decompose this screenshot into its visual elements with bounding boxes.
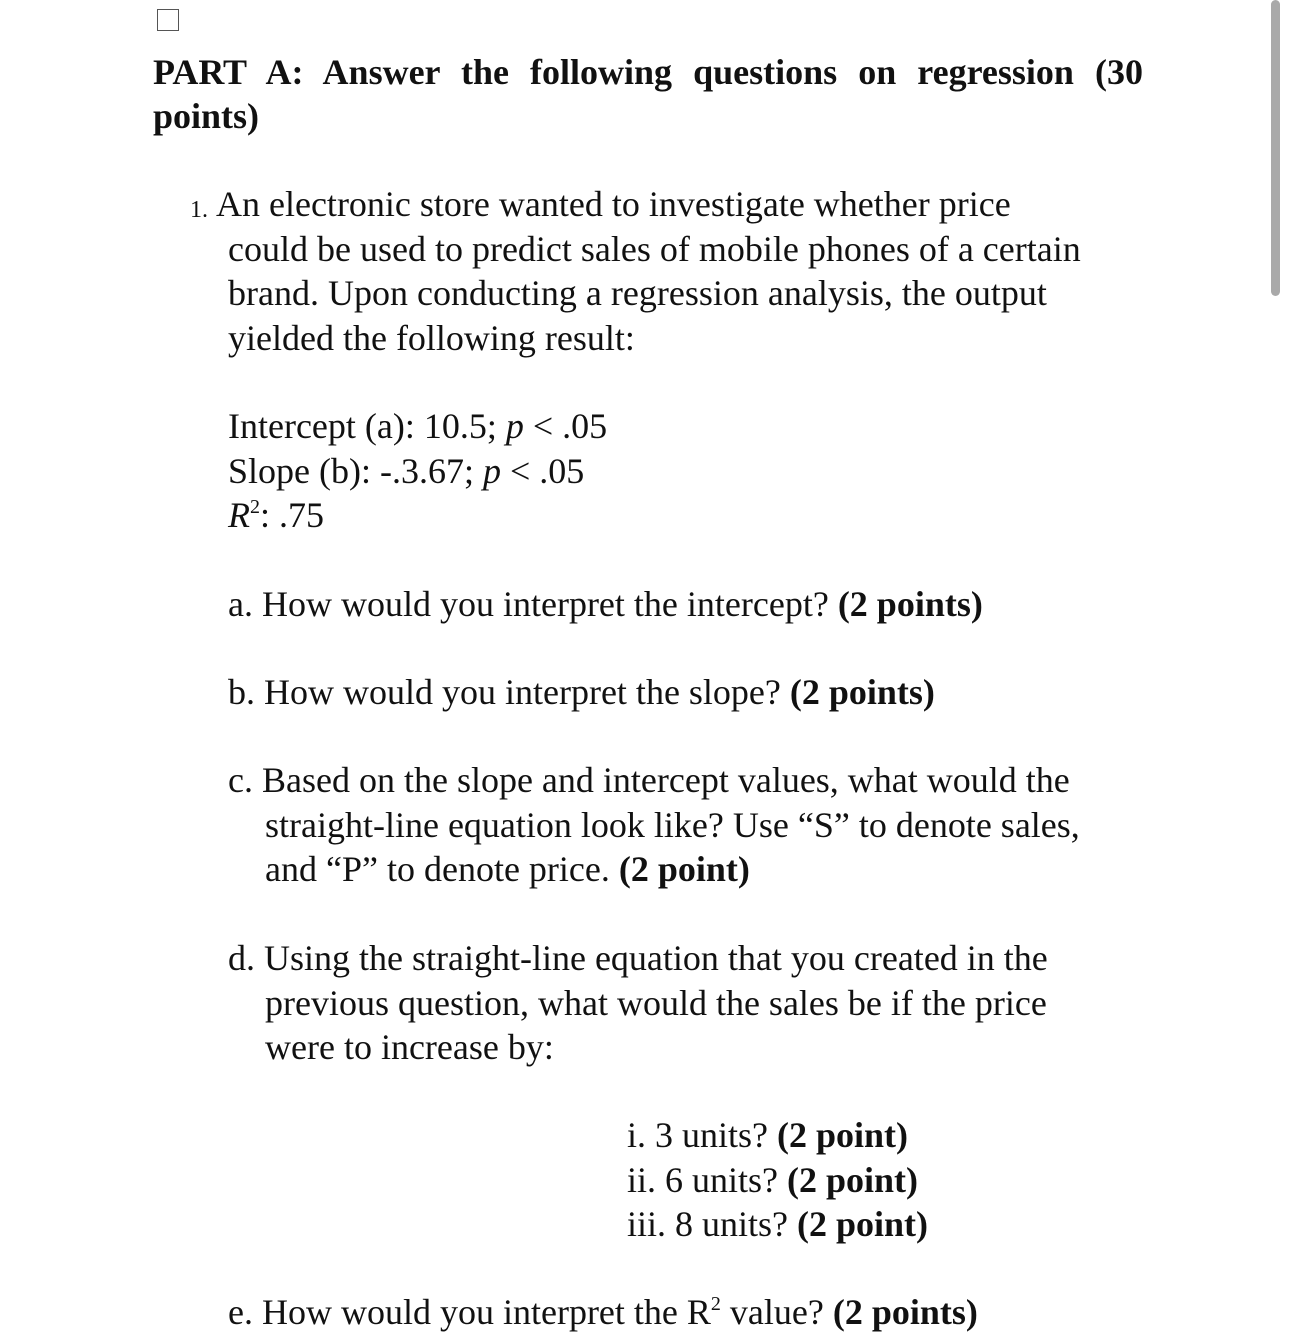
- question-b: b. How would you interpret the slope? (2 points): [228, 672, 935, 712]
- scrollbar[interactable]: [1271, 0, 1280, 296]
- question-d-subitems: [627, 1113, 928, 1247]
- question-c-line-3: and “P” to denote price. (2 point): [265, 849, 750, 889]
- intercept-result: Intercept (a): 10.5; p < .05: [228, 406, 608, 446]
- slope-result: Slope (b): -.3.67; p < .05: [228, 450, 585, 491]
- intro-line-2: could be used to predict sales of mobile phones of a certain: [228, 228, 1081, 269]
- checkbox[interactable]: [157, 9, 179, 31]
- intro-line-3: brand. Upon conducting a regression analysis, the output: [228, 273, 1047, 313]
- question-d-line-1: d. Using the straight-line equation that you created in the: [228, 938, 1048, 978]
- part-title: PART A: Answer the following questions on regression (30 points): [153, 52, 1143, 136]
- regression-results: [228, 404, 607, 538]
- question-e: e. How would you interpret the $R^2$ value? (2 points): [228, 1292, 978, 1332]
- question-d-line-2: previous question, what would the sales be if the price: [265, 982, 1047, 1023]
- intro-line-1: An electronic store wanted to investigate whether price: [216, 184, 1011, 224]
- question-c-line-1: c. Based on the slope and intercept values, what would the: [228, 760, 1070, 800]
- question-intro: [216, 182, 1138, 360]
- question-d-sub-ii: ii. 6 units? (2 point): [627, 1159, 919, 1200]
- question-c-line-2: straight-line equation look like? Use “S” to denote sales,: [265, 804, 1080, 845]
- question-d-line-3: were to increase by:: [265, 1027, 554, 1067]
- r-squared-result: $R^2$: .75: [228, 495, 325, 535]
- question-d-sub-iii: iii. 8 units? (2 point): [627, 1204, 929, 1244]
- intro-line-4: yielded the following result:: [228, 317, 635, 358]
- question-d: [228, 936, 1048, 1070]
- question-number: 1.: [190, 197, 208, 223]
- question-a: a. How would you interpret the intercept? (2 points): [228, 584, 983, 624]
- question-c: [228, 758, 1080, 892]
- question-d-sub-i: i. 3 units? (2 point): [627, 1115, 909, 1155]
